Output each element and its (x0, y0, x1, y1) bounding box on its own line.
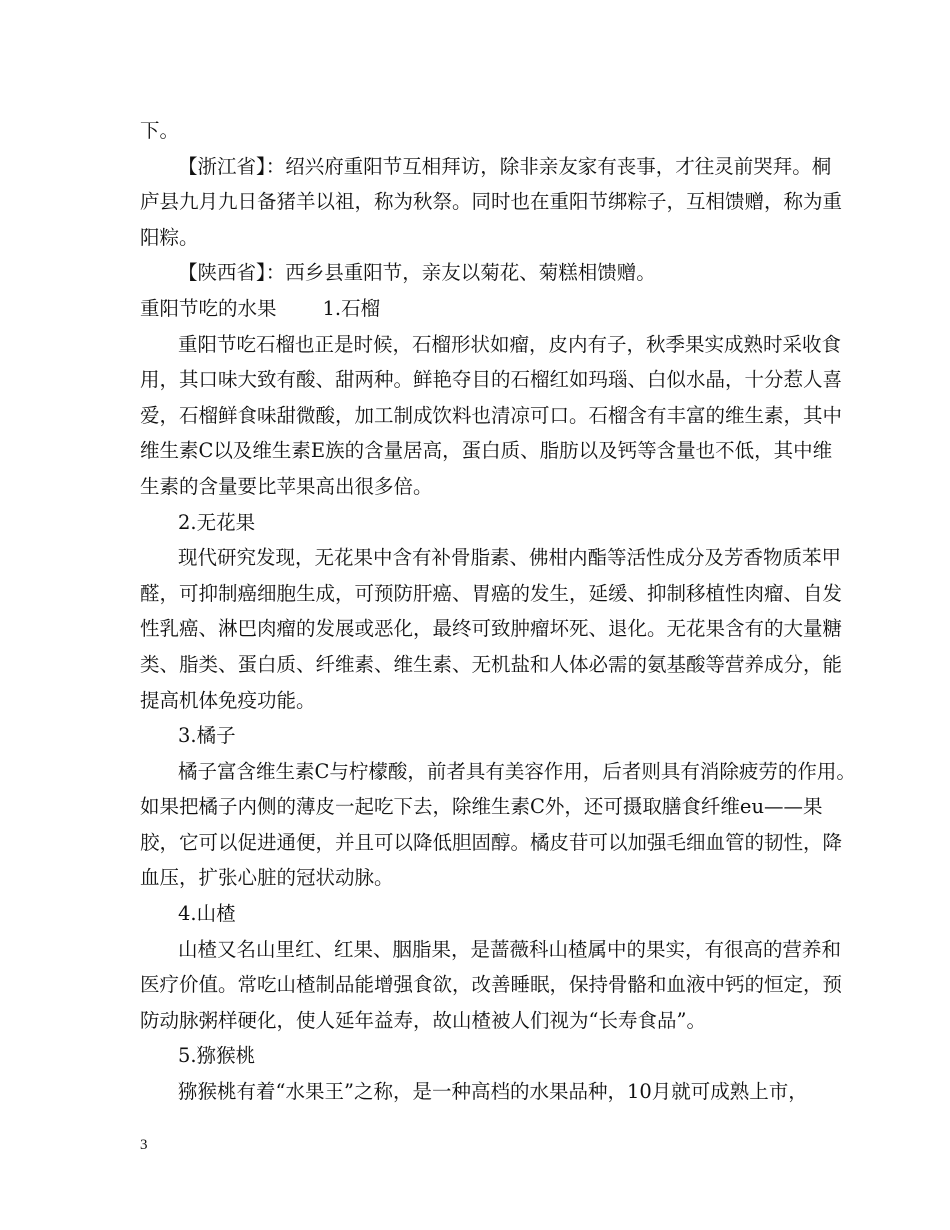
paragraph-line: 性乳癌、淋巴肉瘤的发展或恶化，最终可致肿瘤坏死、退化。无花果含有的大量糖 (140, 617, 843, 641)
text-line: 阳粽。 (140, 225, 199, 249)
paragraph-line: 醛，可抑制癌细胞生成，可预防肝癌、胃癌的发生，延缓、抑制移植性肉瘤、自发 (140, 581, 843, 605)
paragraph-line: 橘子富含维生素C与柠檬酸，前者具有美容作用，后者则具有消除疲劳的作用。 (178, 759, 856, 783)
paragraph-line: 维生素C以及维生素E族的含量居高，蛋白质、脂肪以及钙等含量也不低，其中维 (140, 439, 833, 463)
paragraph-line: 山楂又名山里红、红果、胭脂果，是蔷薇科山楂属中的果实，有很高的营养和 (178, 937, 842, 961)
page-number: 3 (140, 1137, 148, 1153)
section-title: 重阳节吃的水果 (140, 296, 277, 320)
paragraph-line: 猕猴桃有着“水果王”之称，是一种高档的水果品种，10月就可成熟上市， (178, 1080, 808, 1104)
item-heading-hawthorn: 4.山楂 (178, 902, 236, 926)
paragraph-line: 胶，它可以促进通便，并且可以降低胆固醇。橘皮苷可以加强毛细血管的韧性，降 (140, 830, 843, 854)
paragraph-line: 生素的含量要比苹果高出很多倍。 (140, 474, 433, 498)
document-body (140, 118, 856, 1115)
item-heading-pomegranate: 1.石榴 (322, 296, 381, 320)
item-heading-kiwi: 5.猕猴桃 (178, 1044, 256, 1068)
text-line-zhejiang: 【浙江省】：绍兴府重阳节互相拜访，除非亲友家有丧事，才往灵前哭拜。桐 (178, 154, 832, 178)
paragraph-line: 如果把橘子内侧的薄皮一起吃下去，除维生素C外，还可摄取膳食纤维eu——果 (140, 795, 823, 819)
text-line: 庐县九月九日备猪羊以祖，称为秋祭。同时也在重阳节绑粽子，互相馈赠，称为重 (140, 190, 843, 214)
paragraph-line: 防动脉粥样硬化，使人延年益寿，故山楂被人们视为“长寿食品”。 (140, 1008, 706, 1032)
item-heading-fig: 2.无花果 (178, 510, 256, 534)
paragraph-line: 提高机体免疫功能。 (140, 688, 316, 712)
paragraph-line: 类、脂类、蛋白质、纤维素、维生素、无机盐和人体必需的氨基酸等营养成分，能 (140, 652, 843, 676)
paragraph-line: 用，其口味大致有酸、甜两种。鲜艳夺目的石榴红如玛瑙、白似水晶，十分惹人喜 (140, 368, 843, 392)
paragraph-line: 现代研究发现，无花果中含有补骨脂素、佛柑内酯等活性成分及芳香物质苯甲 (178, 546, 842, 570)
text-line-shaanxi: 【陕西省】：西乡县重阳节，亲友以菊花、菊糕相馈赠。 (178, 261, 656, 285)
text-line: 下。 (140, 119, 180, 142)
item-heading-orange: 3.橘子 (178, 724, 236, 748)
paragraph-line: 血压，扩张心脏的冠状动脉。 (140, 866, 394, 890)
paragraph-line: 爱，石榴鲜食味甜微酸，加工制成饮料也清凉可口。石榴含有丰富的维生素，其中 (140, 403, 843, 427)
paragraph-line: 重阳节吃石榴也正是时候，石榴形状如瘤，皮内有子，秋季果实成熟时采收食 (178, 332, 842, 356)
paragraph-line: 医疗价值。常吃山楂制品能增强食欲，改善睡眠，保持骨骼和血液中钙的恒定，预 (140, 973, 843, 997)
section-heading (140, 296, 820, 332)
